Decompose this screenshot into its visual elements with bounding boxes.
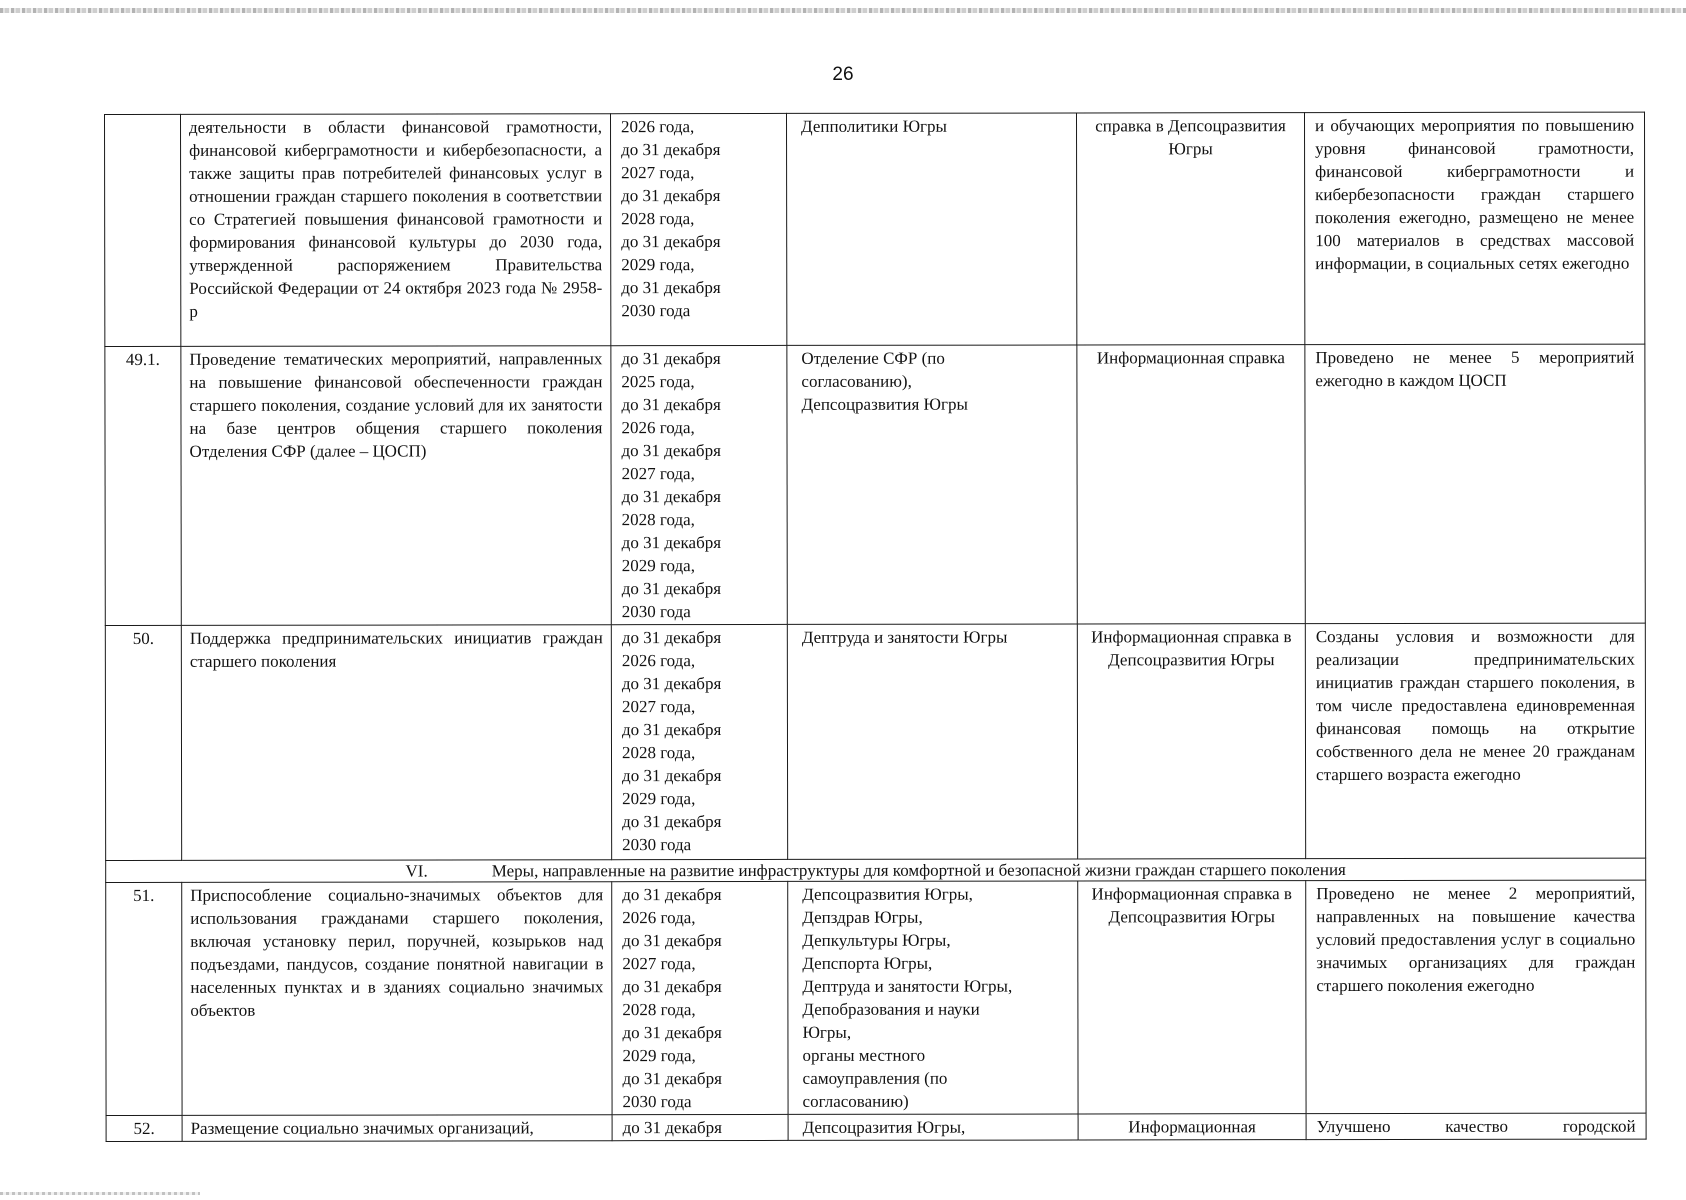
deadline-cell: до 31 декабря [612,1114,788,1140]
responsible-cell: Дептруда и занятости Югры [787,624,1077,859]
table-row [105,112,1645,346]
row-number: 52. [106,1115,182,1141]
section-number: VI. [405,861,428,881]
table-row [105,344,1645,625]
responsible-cell: Депполитики Югры [786,113,1076,345]
document-cell: Информационная справка в Депсоцразвития Югры [1078,881,1306,1114]
action-cell: деятельности в области финансовой грамотности, финансовой киберграмотности и кибербезопасности, а также защиты прав потребителей финансовых услуг в отношении граждан старшего поколения в соответствии со Стратегией повышения финансовой грамотности и формирования финансовой культуры до 2030 года, утвержденной распоряжением Правительства Российской Федерации от 24 октября 2023 года № 2958-р [181,114,611,347]
deadline-cell: до 31 декабря 2026 года, до 31 декабря 2027 года, до 31 декабря 2028 года, до 31 декабря 2029 года, до 31 декабря 2030 года [611,624,787,859]
action-cell: Поддержка предпринимательских инициатив граждан старшего поколения [181,625,611,861]
responsible-cell: Отделение СФР (по согласованию), Депсоцразвития Югры [787,345,1077,624]
action-cell: Размещение социально значимых организаций, [182,1115,612,1142]
scan-edge-bottom [0,1192,200,1195]
page-number: 26 [832,64,854,85]
responsible-cell: Депсоцразвития Югры, Депздрав Югры, Депкультуры Югры, Депспорта Югры, Дептруда и занятости Югры, Депобразования и науки Югры, органы местного самоуправления (по согласованию) [788,881,1078,1114]
document-cell: справка в Депсоцразвития Югры [1076,113,1304,345]
table-row [105,623,1645,860]
result-cell: Проведено не менее 5 мероприятий ежегодно в каждом ЦОСП [1305,344,1645,624]
responsible-cell: Депсоцразития Югры, [788,1114,1078,1140]
row-number: 51. [106,882,182,1115]
deadline-cell: до 31 декабря 2026 года, до 31 декабря 2027 года, до 31 декабря 2028 года, до 31 декабря 2029 года, до 31 декабря 2030 года [612,881,788,1114]
row-number: 49.1. [105,346,181,625]
result-cell: Улучшено качество городской [1306,1113,1646,1140]
document-cell: Информационная [1078,1114,1306,1140]
plan-table [104,112,1647,1142]
action-cell: Приспособление социально-значимых объектов для использования гражданами старшего поколения, включая установку перил, поручней, козырьков над подъездами, пандусов, создание понятной навигации в населенных пунктах и в зданиях социально значимых объектов [182,882,612,1116]
section-header [106,858,1646,882]
row-number [105,114,181,346]
section-header-row [106,858,1646,882]
table-row [106,880,1646,1115]
result-cell: Проведено не менее 2 мероприятий, направленных на повышение качества условий предоставления услуг в социально значимых организациях для граждан старшего поколения ежегодно [1306,880,1646,1114]
result-cell: и обучающих мероприятия по повышению уровня финансовой грамотности, финансовой киберграмотности и кибербезопасности граждан старшего поколения ежегодно, размещено не менее 100 материалов в средствах массовой информации, в социальных сетях ежегодно [1304,112,1644,345]
table-row [106,1113,1646,1141]
document-cell: Информационная справка [1077,345,1305,624]
deadline-cell: до 31 декабря 2025 года, до 31 декабря 2026 года, до 31 декабря 2027 года, до 31 декабря 2028 года, до 31 декабря 2029 года, до 31 декабря 2030 года [611,345,787,624]
section-title: Меры, направленные на развитие инфраструктуры для комфортной и безопасной жизни граждан старшего поколения [491,860,1346,881]
deadline-cell: 2026 года, до 31 декабря 2027 года, до 31 декабря 2028 года, до 31 декабря 2029 года, до 31 декабря 2030 года [611,113,787,345]
action-cell: Проведение тематических мероприятий, направленных на повышение финансовой обеспеченности граждан старшего поколения, создание условий для их занятости на базе центров общения старшего поколения Отделения СФР (далее – ЦОСП) [181,346,611,626]
document-cell: Информационная справка в Депсоцразвития Югры [1077,624,1305,859]
scan-edge-top [0,8,1686,13]
result-cell: Созданы условия и возможности для реализации предпринимательских инициатив граждан старшего поколения, в том числе предоставлена единовременная финансовая помощь на открытие собственного дела не менее 20 гражданам старшего возраста ежегодно [1305,623,1645,859]
row-number: 50. [105,625,181,860]
